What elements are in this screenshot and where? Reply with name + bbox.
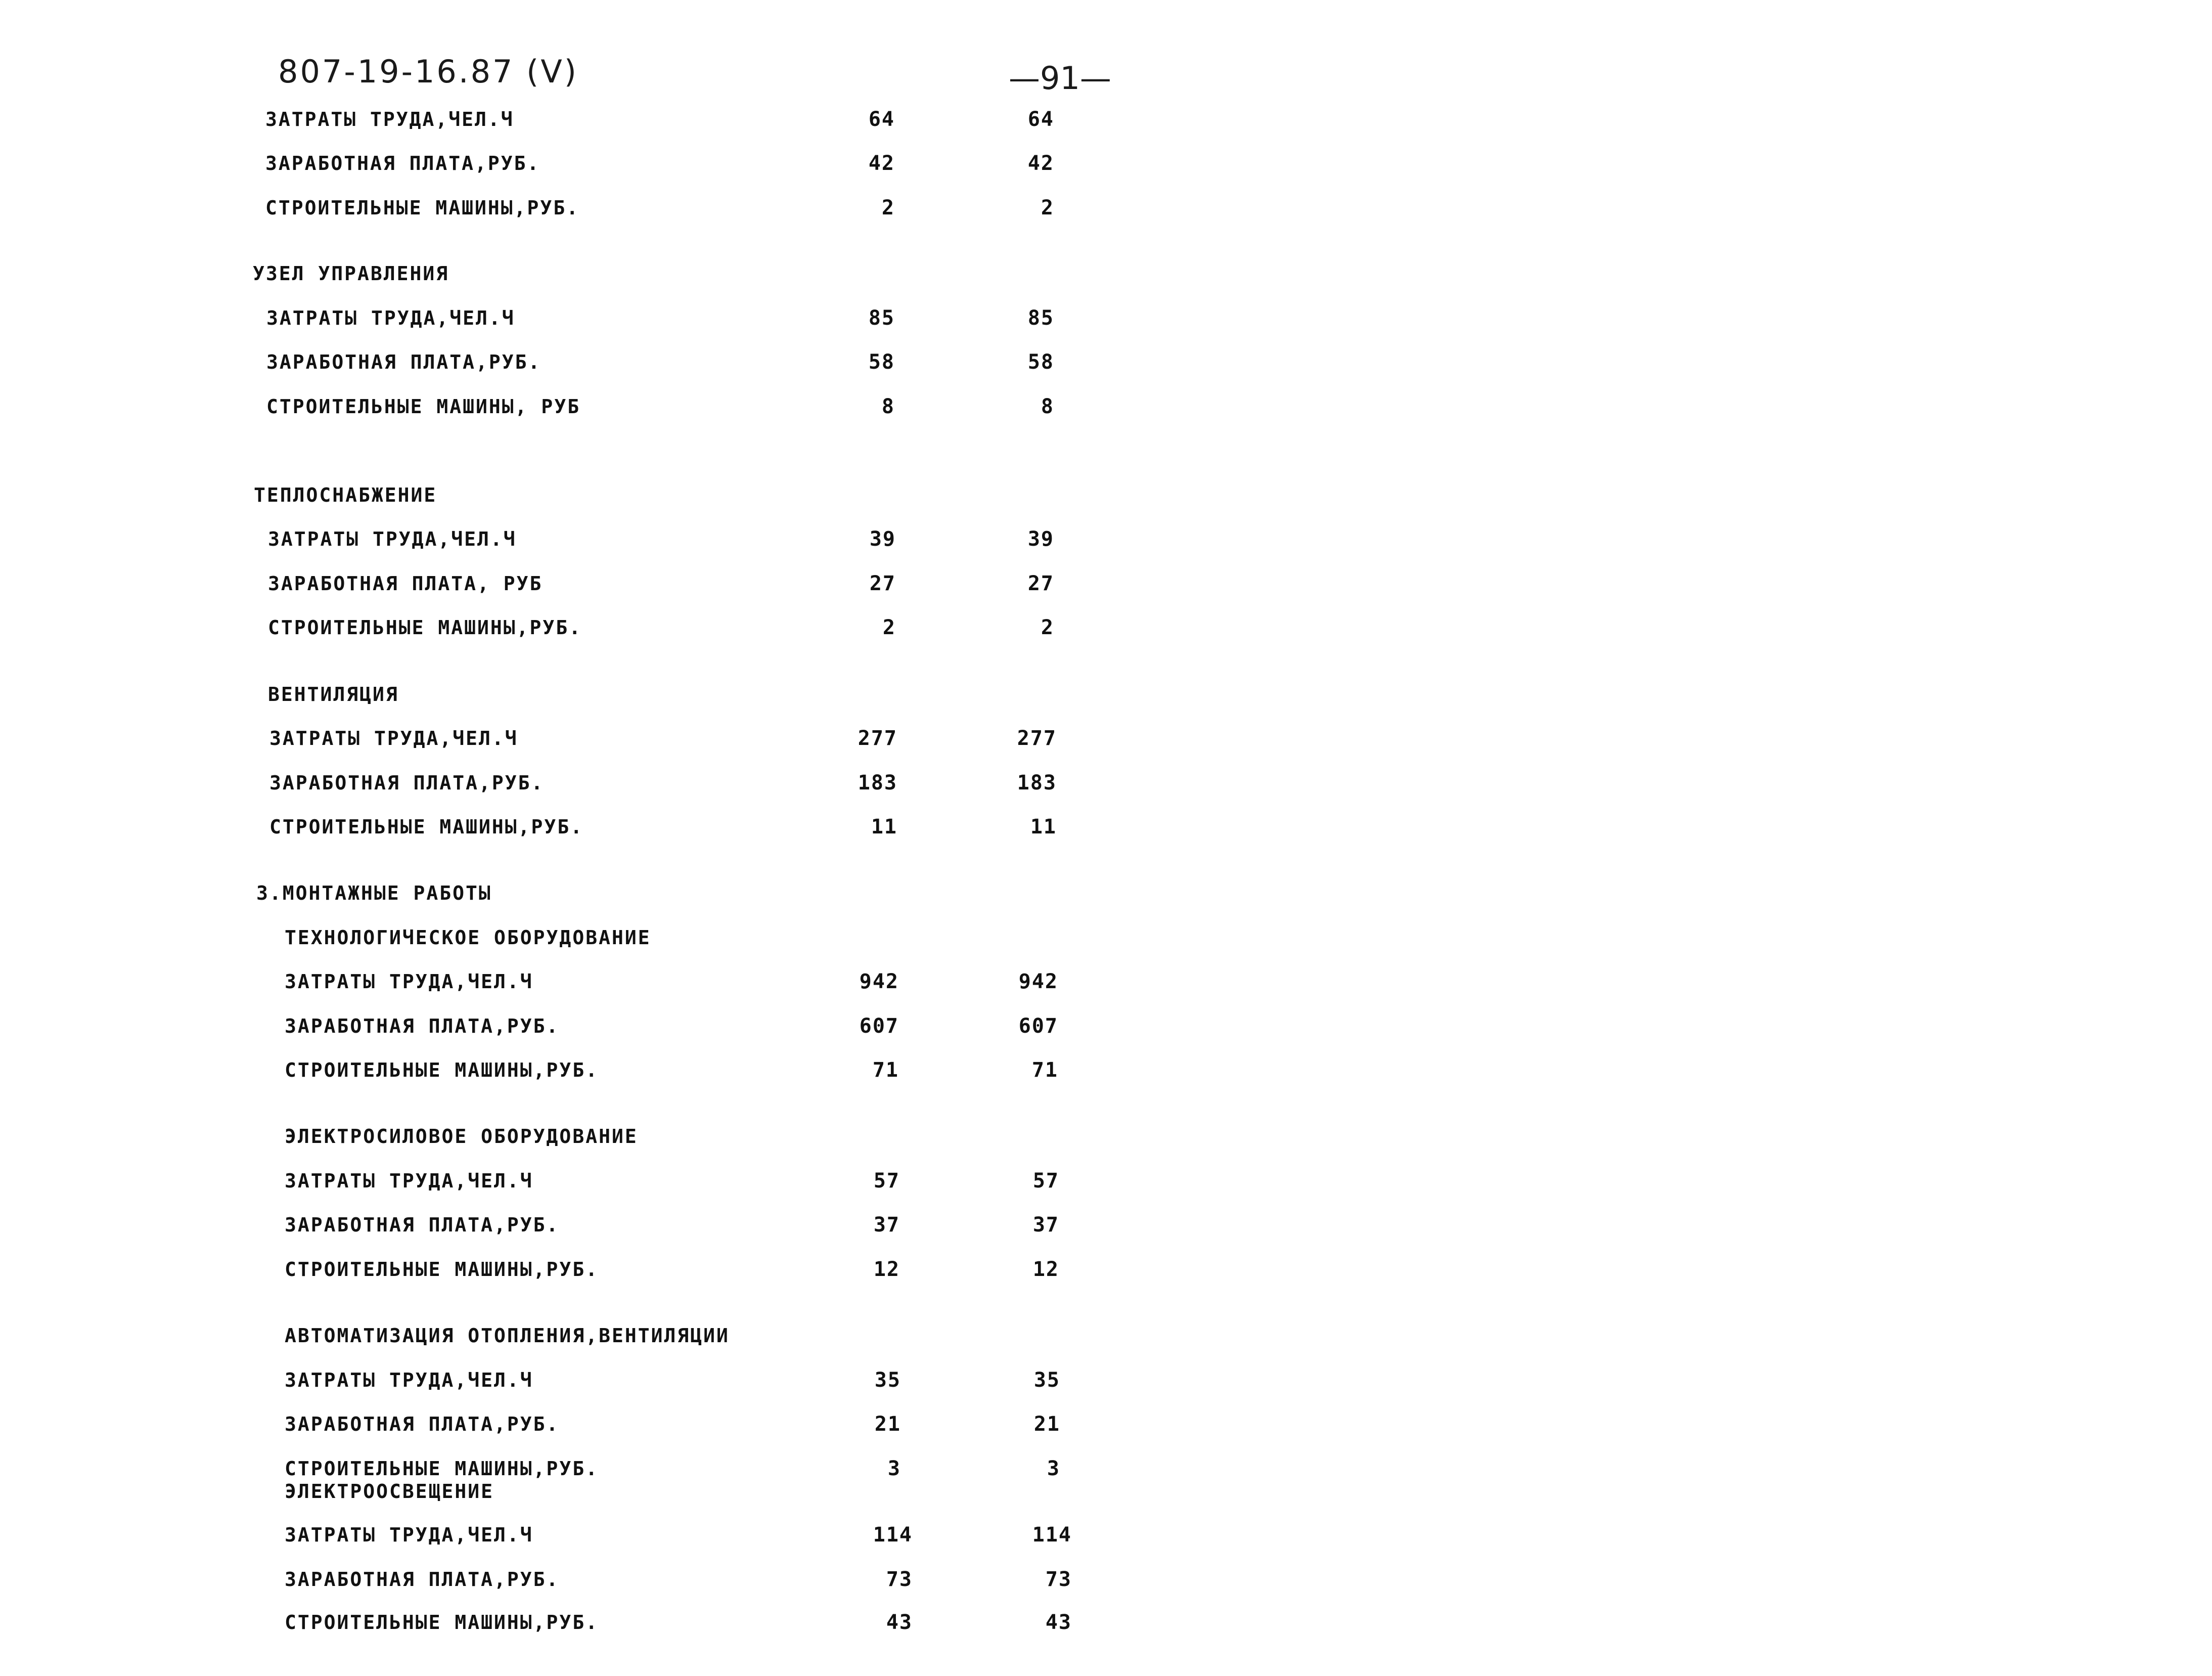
row-value-1: 277	[857, 727, 897, 750]
page-number: —91—	[1009, 60, 1111, 97]
row-value-2: 58	[1027, 350, 1054, 374]
row-value-1: 57	[873, 1169, 900, 1193]
row-value-2: 2	[1041, 196, 1054, 219]
subsection-heading: ЭЛЕКТРООСВЕЩЕНИЕ	[285, 1480, 494, 1503]
row-value-1: 2	[881, 196, 895, 219]
row-value-2: 27	[1027, 572, 1054, 595]
row-value-2: 277	[1017, 727, 1057, 750]
row-value-1: 183	[857, 771, 897, 795]
subsection-heading: ТЕХНОЛОГИЧЕСКОЕ ОБОРУДОВАНИЕ	[285, 927, 651, 949]
row-label: ЗАТРАТЫ ТРУДА,ЧЕЛ.Ч	[285, 971, 533, 993]
row-value-1: 43	[886, 1611, 913, 1634]
row-value-2: 35	[1033, 1369, 1060, 1392]
row-value-2: 3	[1047, 1457, 1060, 1480]
row-value-1: 2	[882, 616, 896, 639]
row-label: ЗАРАБОТНАЯ ПЛАТА,РУБ.	[269, 772, 545, 794]
row-value-2: 37	[1032, 1213, 1059, 1237]
row-value-1: 12	[873, 1258, 900, 1281]
row-label: СТРОИТЕЛЬНЫЕ МАШИНЫ,РУБ.	[285, 1611, 599, 1634]
row-label: СТРОИТЕЛЬНЫЕ МАШИНЫ, РУБ	[266, 395, 581, 418]
row-value-1: 3	[887, 1457, 901, 1480]
section-heading: ТЕПЛОСНАБЖЕНИЕ	[254, 484, 437, 506]
row-label: ЗАРАБОТНАЯ ПЛАТА,РУБ.	[266, 351, 541, 373]
row-label: ЗАТРАТЫ ТРУДА,ЧЕЛ.Ч	[265, 108, 514, 130]
row-value-2: 607	[1018, 1015, 1058, 1038]
row-value-1: 37	[873, 1213, 900, 1237]
row-value-1: 58	[868, 350, 895, 374]
row-value-2: 85	[1027, 306, 1054, 330]
row-label: СТРОИТЕЛЬНЫЕ МАШИНЫ,РУБ.	[285, 1458, 599, 1480]
row-value-1: 607	[859, 1015, 899, 1038]
section-heading: ВЕНТИЛЯЦИЯ	[268, 683, 399, 705]
row-value-1: 42	[868, 152, 895, 175]
row-value-2: 11	[1030, 815, 1057, 839]
row-label: ЗАТРАТЫ ТРУДА,ЧЕЛ.Ч	[285, 1369, 533, 1391]
row-value-1: 64	[868, 108, 895, 131]
row-value-1: 73	[886, 1568, 913, 1591]
row-value-1: 27	[869, 572, 896, 595]
row-value-2: 71	[1031, 1058, 1058, 1082]
row-value-2: 42	[1027, 152, 1054, 175]
row-label: ЗАРАБОТНАЯ ПЛАТА,РУБ.	[285, 1413, 560, 1435]
row-value-2: 21	[1033, 1413, 1060, 1436]
row-value-1: 11	[871, 815, 897, 839]
row-label: ЗАТРАТЫ ТРУДА,ЧЕЛ.Ч	[268, 528, 517, 550]
row-label: ЗАТРАТЫ ТРУДА,ЧЕЛ.Ч	[269, 727, 518, 749]
section-heading: УЗЕЛ УПРАВЛЕНИЯ	[253, 262, 449, 285]
row-label: СТРОИТЕЛЬНЫЕ МАШИНЫ,РУБ.	[269, 816, 584, 838]
row-label: ЗАРАБОТНАЯ ПЛАТА,РУБ.	[285, 1214, 560, 1236]
row-value-1: 71	[872, 1058, 899, 1082]
row-label: ЗАТРАТЫ ТРУДА,ЧЕЛ.Ч	[285, 1170, 533, 1192]
row-label: ЗАТРАТЫ ТРУДА,ЧЕЛ.Ч	[285, 1524, 533, 1546]
row-value-1: 35	[874, 1369, 901, 1392]
row-value-1: 39	[869, 527, 896, 551]
row-value-1: 114	[873, 1523, 913, 1547]
row-value-1: 942	[859, 970, 899, 993]
row-label: ЗАРАБОТНАЯ ПЛАТА,РУБ.	[285, 1015, 560, 1037]
row-label: ЗАРАБОТНАЯ ПЛАТА, РУБ	[268, 572, 543, 595]
row-label: СТРОИТЕЛЬНЫЕ МАШИНЫ,РУБ.	[265, 197, 580, 219]
row-label: СТРОИТЕЛЬНЫЕ МАШИНЫ,РУБ.	[285, 1258, 599, 1281]
row-value-2: 183	[1017, 771, 1057, 795]
row-value-2: 57	[1032, 1169, 1059, 1193]
subsection-heading: АВТОМАТИЗАЦИЯ ОТОПЛЕНИЯ,ВЕНТИЛЯЦИИ	[285, 1325, 730, 1347]
row-value-2: 8	[1041, 395, 1054, 418]
document-code: 807-19-16.87 (V)	[278, 53, 578, 90]
row-label: СТРОИТЕЛЬНЫЕ МАШИНЫ,РУБ.	[268, 616, 582, 639]
row-label: ЗАРАБОТНАЯ ПЛАТА,РУБ.	[285, 1568, 560, 1591]
row-value-1: 8	[881, 395, 895, 418]
row-value-1: 21	[874, 1413, 901, 1436]
row-value-2: 12	[1032, 1258, 1059, 1281]
row-label: ЗАТРАТЫ ТРУДА,ЧЕЛ.Ч	[266, 307, 515, 329]
row-value-2: 73	[1045, 1568, 1072, 1591]
row-value-2: 64	[1027, 108, 1054, 131]
row-value-2: 942	[1018, 970, 1058, 993]
section-heading: 3.МОНТАЖНЫЕ РАБОТЫ	[256, 882, 492, 904]
row-value-2: 43	[1045, 1611, 1072, 1634]
subsection-heading: ЭЛЕКТРОСИЛОВОЕ ОБОРУДОВАНИЕ	[285, 1125, 638, 1148]
row-value-2: 2	[1041, 616, 1054, 639]
row-label: СТРОИТЕЛЬНЫЕ МАШИНЫ,РУБ.	[285, 1059, 599, 1081]
row-value-1: 85	[868, 306, 895, 330]
row-value-2: 114	[1032, 1523, 1072, 1547]
row-value-2: 39	[1027, 527, 1054, 551]
row-label: ЗАРАБОТНАЯ ПЛАТА,РУБ.	[265, 152, 540, 174]
